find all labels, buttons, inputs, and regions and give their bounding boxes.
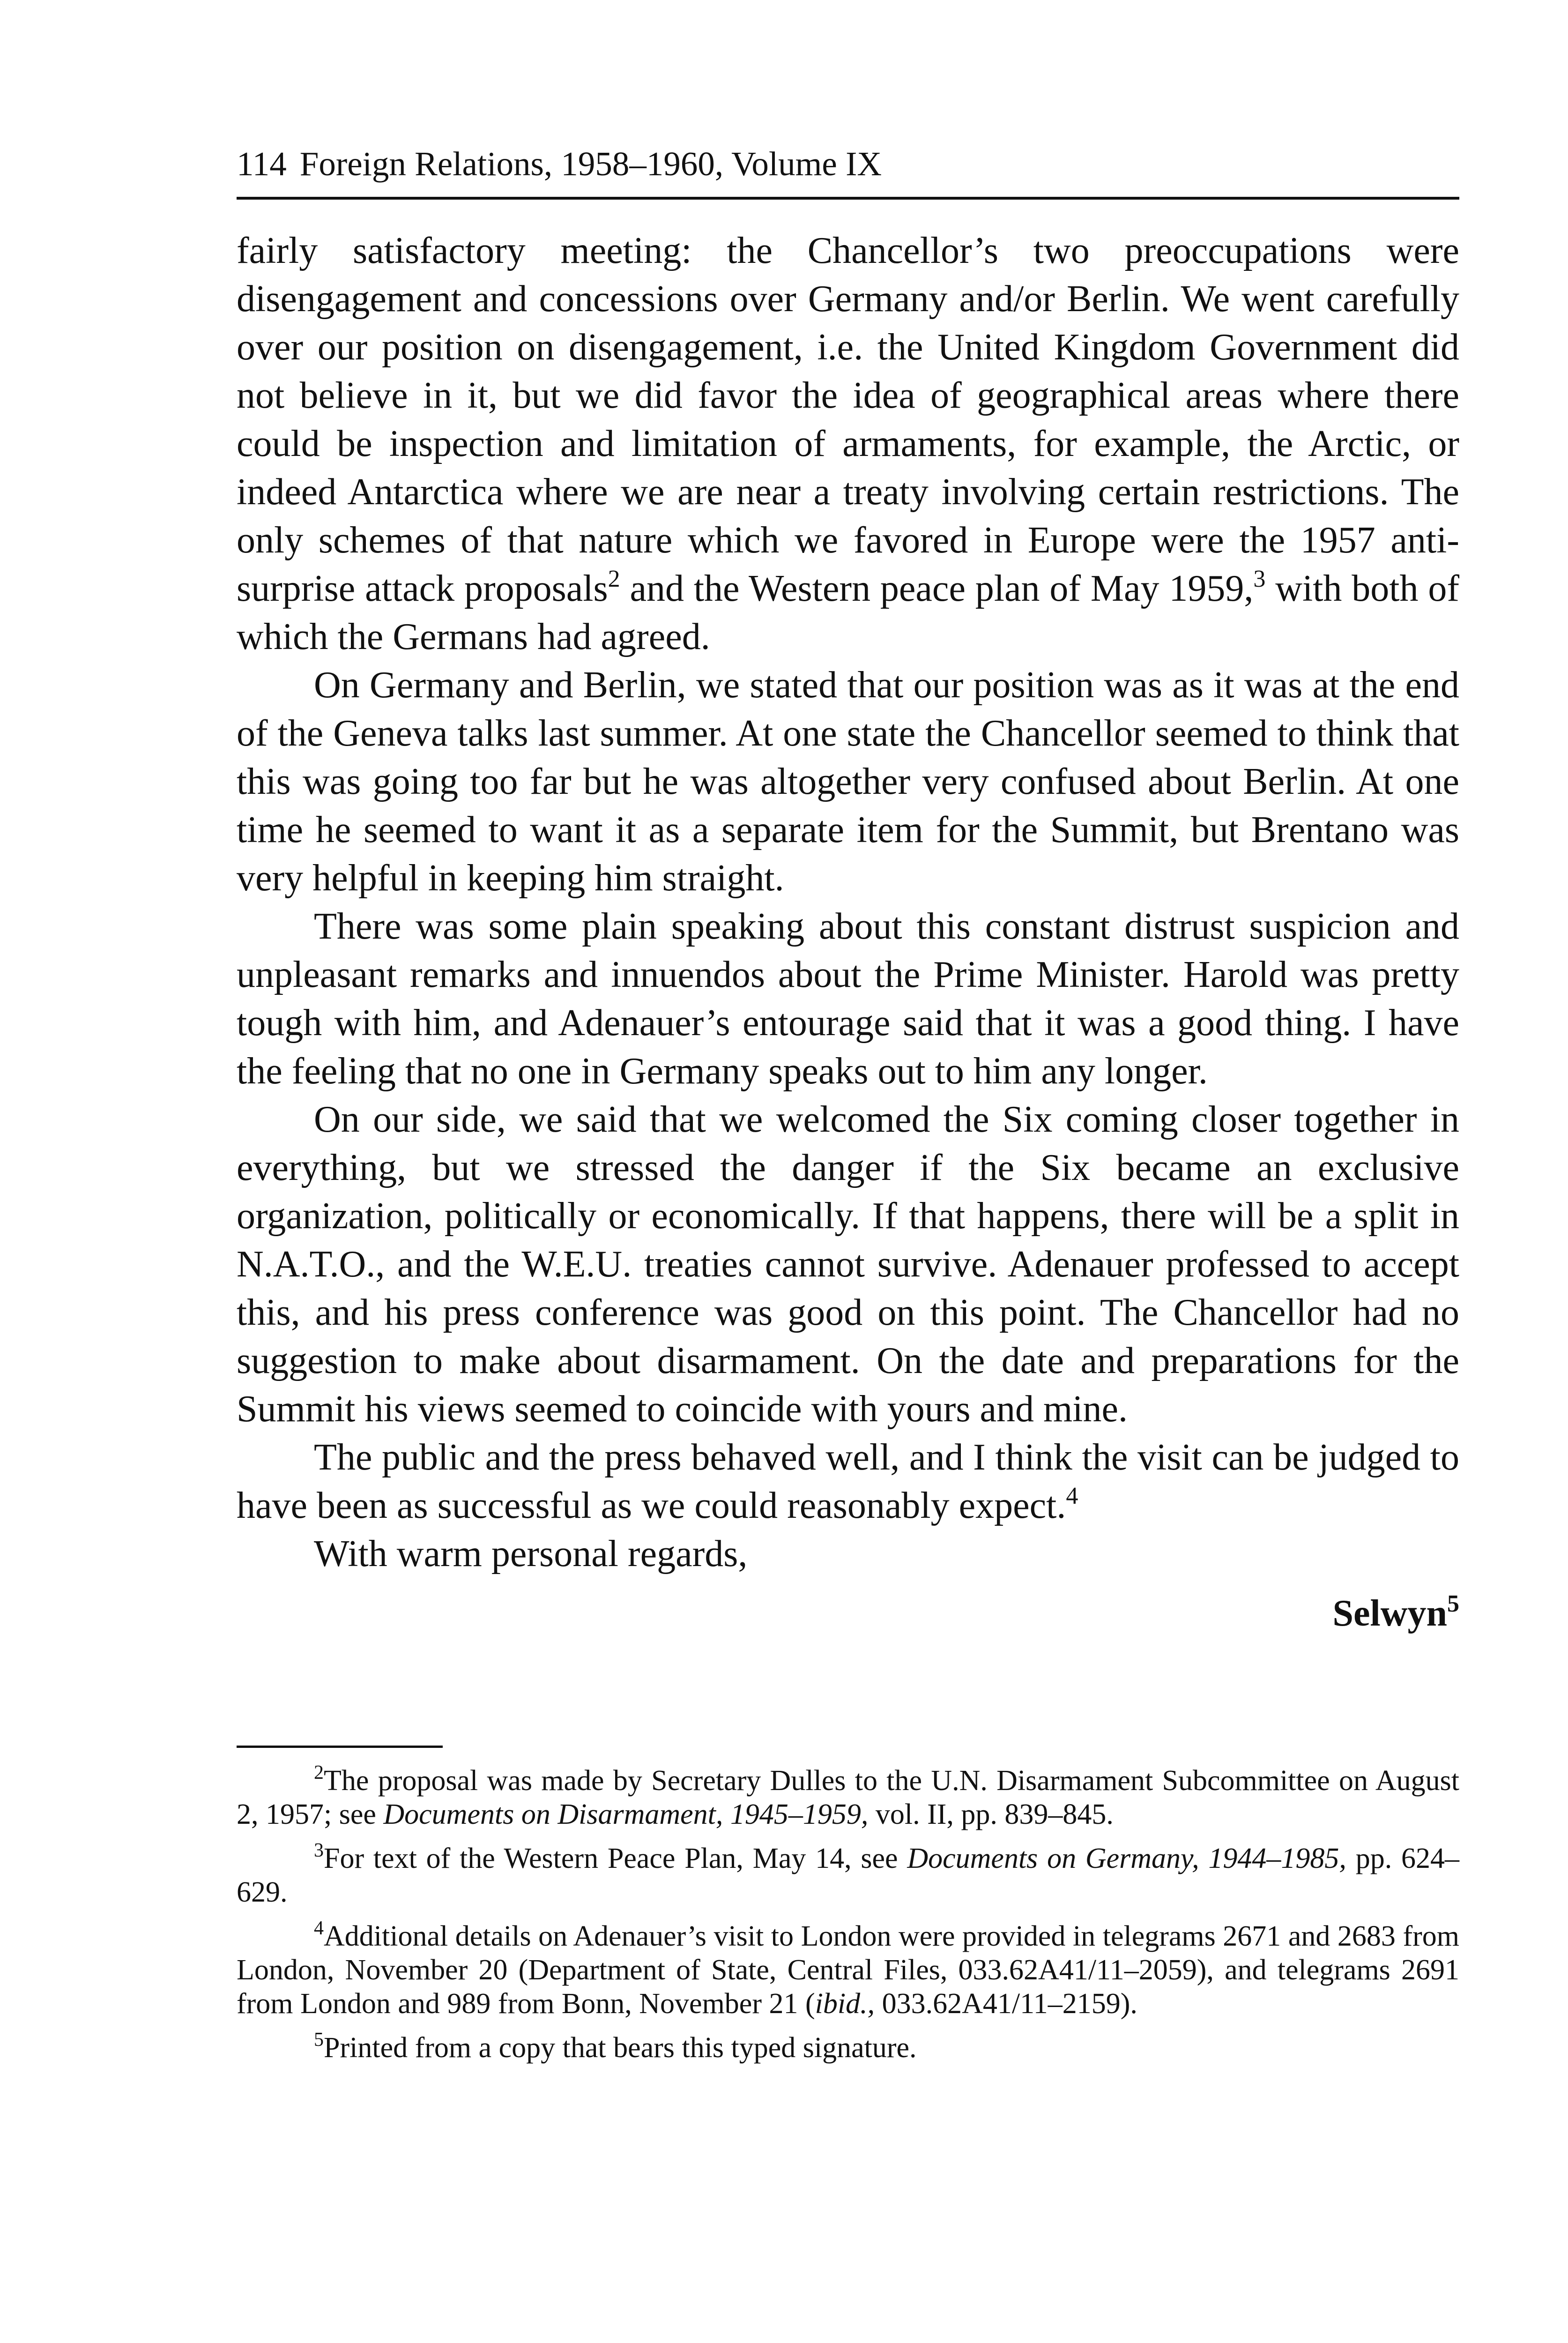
footnote-3-marker: 3 [314,1840,324,1861]
footnote-ref-4[interactable]: 4 [1066,1483,1078,1509]
footnote-4-marker: 4 [314,1918,324,1939]
paragraph-1-text-c: with both of which the Germans had agreed. [237,568,1459,657]
footnote-5-text: Printed from a copy that bears this typed signature. [324,2032,917,2064]
footnote-2-title: Documents on Disarmament, 1945–1959, [383,1798,869,1830]
letter-body [237,227,1459,1530]
paragraph-1-text-b: and the Western peace plan of May 1959, [620,568,1254,609]
footnote-3-text-b: pp. 624–629. [237,1843,1459,1908]
signature [237,1589,1459,1638]
footnote-2-marker: 2 [314,1762,324,1783]
footnote-3 [237,1842,1459,1909]
paragraph-1 [237,227,1459,661]
footnote-3-text-a: For text of the Western Peace Plan, May 14, see [324,1843,907,1874]
footnote-ref-5[interactable]: 5 [1447,1590,1459,1617]
paragraph-2: On Germany and Berlin, we stated that our position was as it was at the end of the Geneva talks last summer. At one state the Chancellor seemed to think that this was going too far but he was altogether very confused about Berlin. At one time he seemed to want it as a separate item for the Summit, but Brentano was very helpful in keeping him straight. [237,664,1459,899]
footnote-ref-3[interactable]: 3 [1253,566,1266,592]
footnotes [237,1764,1459,2065]
volume-title: Foreign Relations, 1958–1960, Volume IX [299,145,882,183]
paragraph-1-text-a: fairly satisfactory meeting: the Chancellor’s two preoccupations were disengagement and concessions over Germany and/or Berlin. We went carefully over our position on disengagement, i.e. the United Kingdom Government did not believe in it, but we did favor the idea of geographical areas where there could be inspection and limitation of armaments, for example, the Arctic, or indeed Antarctica where we are near a treaty involving certain restrictions. The only schemes of that nature which we favored in Europe were the 1957 anti-surprise attack proposals [237,230,1459,609]
paragraph-4: On our side, we said that we welcomed the Six coming closer together in everything, but we stressed the danger if the Six became an exclusive organization, politically or economically. If that happens, there will be a split in N.A.T.O., and the W.E.U. treaties cannot survive. Adenauer professed to accept this, and his press conference was good on this point. The Chancellor had no suggestion to make about disarmament. On the date and preparations for the Summit his views seemed to coincide with yours and mine. [237,1099,1459,1430]
footnote-4-ibid: ibid., [815,1988,875,2020]
footnote-5-marker: 5 [314,2029,324,2051]
footnote-3-title: Documents on Germany, 1944–1985, [907,1843,1346,1874]
footnote-ref-2[interactable]: 2 [608,566,620,592]
closing-line: With warm personal regards, [314,1533,748,1574]
signature-name: Selwyn [1332,1593,1447,1634]
footnote-divider [237,1746,443,1748]
footnote-2-text-b: vol. II, pp. 839–845. [868,1798,1114,1830]
footnote-2-text-a: The proposal was made by Secretary Dulles to the U.N. Disarmament Subcommittee on August 2, 1957; see [237,1765,1459,1830]
footnote-4-text-a: Additional details on Adenauer’s visit to London were provided in telegrams 2671 and 2683 from London, November 20 (Department of State, Central Files, 033.62A41/11–2059), and telegrams 2691 from London and 989 from Bonn, November 21 ( [237,1920,1459,2020]
footnote-4 [237,1919,1459,2021]
paragraph-5 [237,1433,1459,1530]
paragraph-3: There was some plain speaking about this constant distrust suspicion and unpleasant remarks and innuendos about the Prime Minister. Harold was pretty tough with him, and Adenauer’s entourage said that it was a good thing. I have the feeling that no one in Germany speaks out to him any longer. [237,906,1459,1092]
footnote-5 [237,2031,1459,2065]
footnote-4-text-b: 033.62A41/11–2159). [875,1988,1137,2020]
running-header [237,141,1459,200]
document-page [237,141,1459,2075]
paragraph-5-text: The public and the press behaved well, and I think the visit can be judged to have been as successful as we could reasonably expect. [237,1437,1459,1526]
page-number: 114 [237,145,287,183]
footnote-2 [237,1764,1459,1831]
